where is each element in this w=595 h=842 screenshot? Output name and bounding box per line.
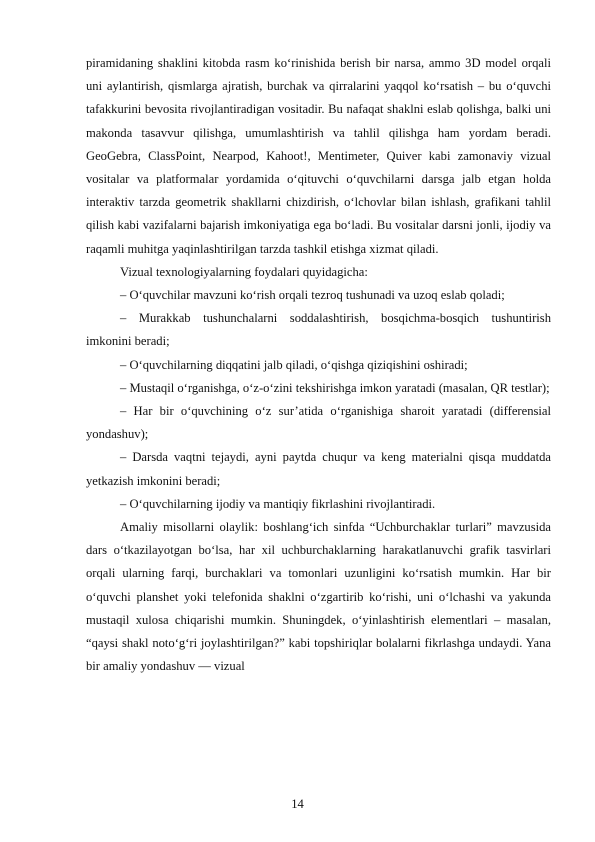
paragraph-practical-examples: Amaliy misollarni olaylik: boshlang‘ich sinfda “Uchburchaklar turlari” mavzusida dars o‘tkazilayotgan bo‘lsa, har xil uchburchaklarning harakatlanuvchi grafik tasvirlari orqali ularning farqi, burchaklari va tomonlari uzunligini ko‘rsatish mumkin. Har bir o‘quvchi planshet yoki telefonida shaklni o‘zgartirib ko‘rishi, uni o‘lchashi va yakunda mustaqil xulosa chiqarishi mumkin. Shuningdek, o‘yinlashtirish elementlari – masalan, “qaysi shakl noto‘g‘ri joylashtirilgan?” kabi topshiriqlar bolalarni fikrlashga undaydi. Yana bir amaliy yondashuv — vizual: [86, 520, 551, 674]
paragraph-intro: piramidaning shaklini kitobda rasm ko‘rinishida berish bir narsa, ammo 3D model orqali uni aylantirish, qismlarga ajratish, burchak va qirralarini yaqqol ko‘rsatish – bu o‘quvchi tafakkurini bevosita rivojlantiradigan vositadir. Bu nafaqat shaklni eslab qolishga, balki uni makonda tasavvur qilishga, umumlashtirish va tahlil qilishga ham yordam beradi. GeoGebra, ClassPoint, Nearpod, Kahoot!, Mentimeter, Quiver kabi zamonaviy vizual vositalar va platformalar yordamida o‘qituvchi o‘quvchilarni darsga jalb etgan holda interaktiv tarzda geometrik shakllarni chizdirish, o‘lchovlar bilan ishlash, grafikani tahlil qilish kabi vazifalarni bajarish imkoniyatiga ega bo‘ladi. Bu vositalar darsni jonli, ijodiy va raqamli muhitga yaqinlashtirilgan tarzda tashkil etishga xizmat qiladi.: [86, 56, 551, 256]
list-item-benefit-3: – O‘quvchilarning diqqatini jalb qiladi, o‘qishga qiziqishini oshiradi;: [120, 357, 468, 372]
list-item-benefit-7: – O‘quvchilarning ijodiy va mantiqiy fikrlashini rivojlantiradi.: [120, 496, 436, 511]
body-text: [86, 52, 551, 678]
list-item-benefit-4: – Mustaqil o‘rganishga, o‘z-o‘zini tekshirishga imkon yaratadi (masalan, QR testlar);: [120, 380, 550, 395]
list-item-benefit-6: – Darsda vaqtni tejaydi, ayni paytda chuqur va keng materialni qisqa muddatda yetkazish imkonini beradi;: [86, 450, 551, 488]
paragraph-benefits-heading: Vizual texnologiyalarning foydalari quyidagicha:: [120, 264, 368, 279]
page-number: 14: [291, 797, 304, 811]
list-item-benefit-1: – O‘quvchilar mavzuni ko‘rish orqali tezroq tushunadi va uzoq eslab qoladi;: [120, 288, 505, 303]
list-item-benefit-5: – Har bir o‘quvchining o‘z sur’atida o‘rganishiga sharoit yaratadi (differensial yondashuv);: [86, 404, 551, 442]
list-item-benefit-2: – Murakkab tushunchalarni soddalashtirish, bosqichma-bosqich tushuntirish imkonini beradi;: [86, 311, 551, 349]
